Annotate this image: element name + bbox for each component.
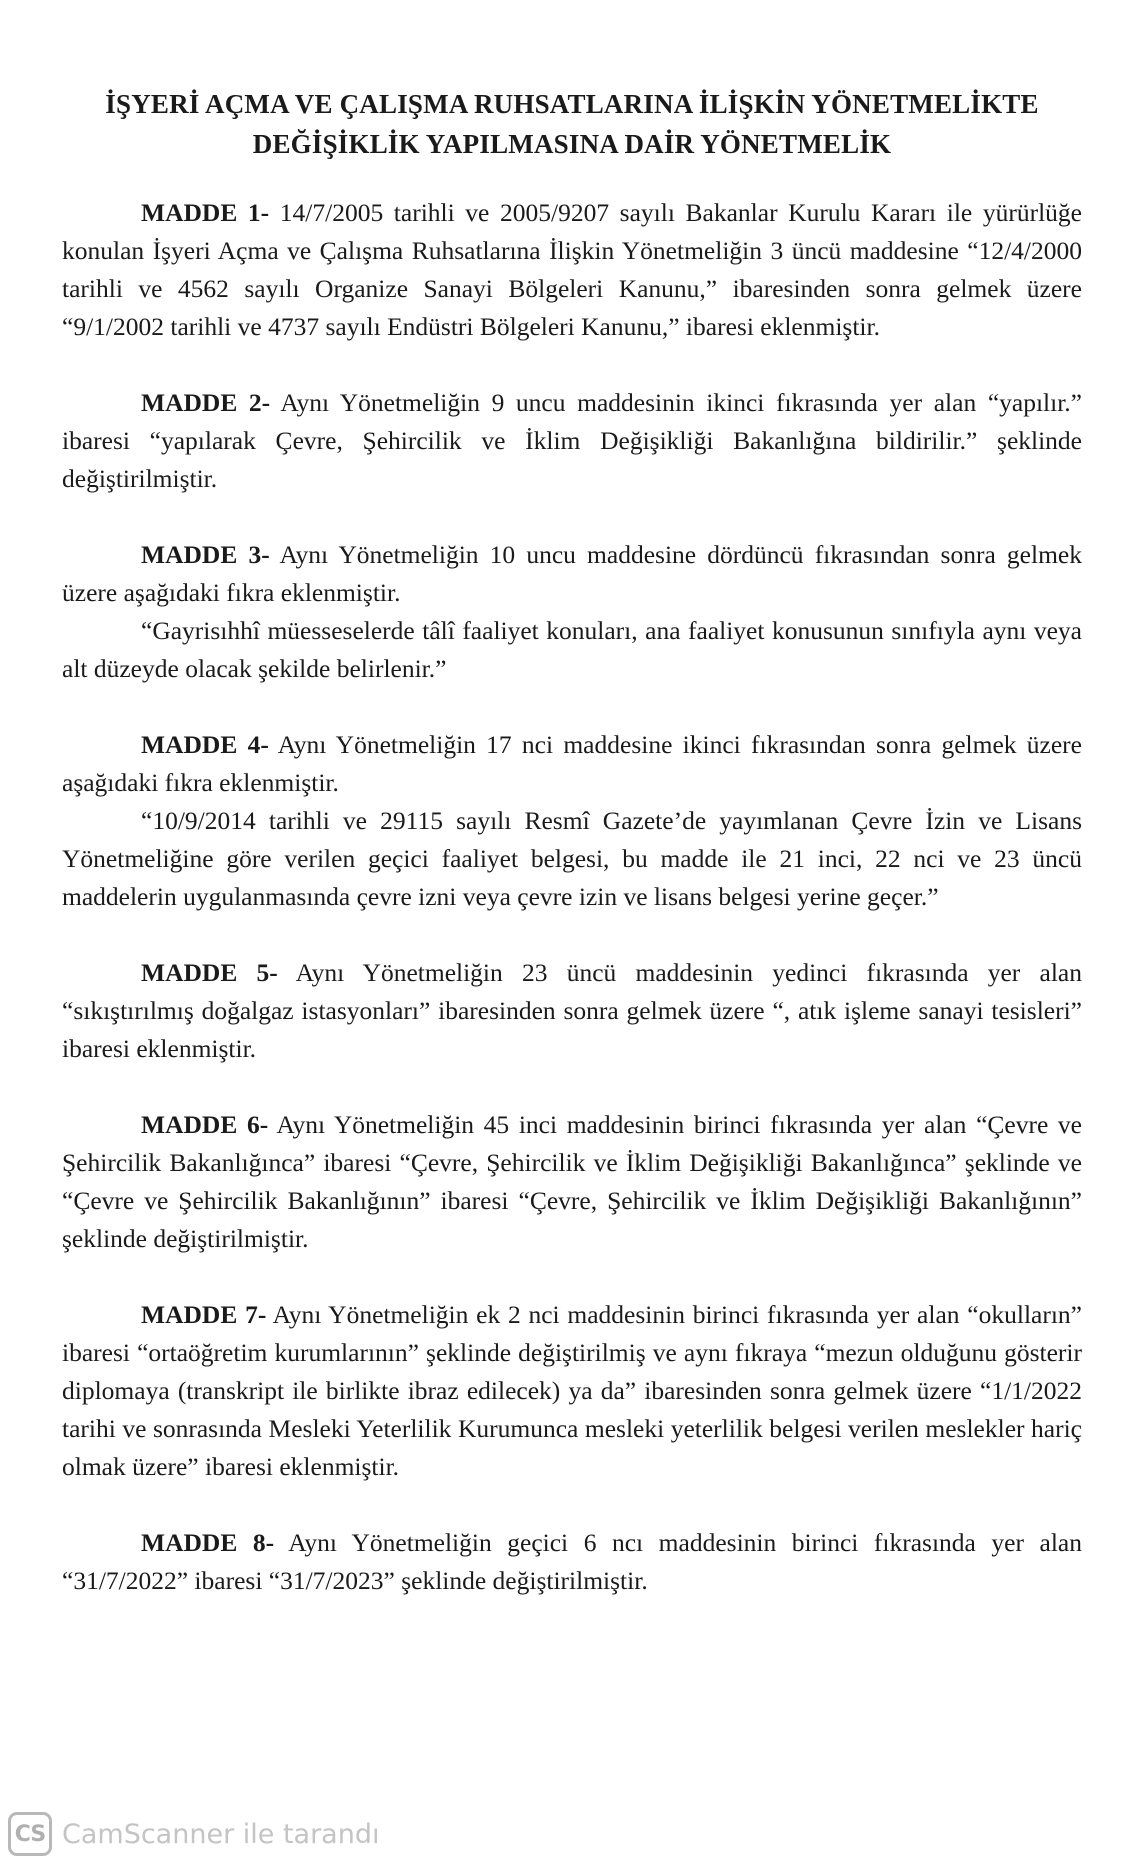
article-text: Aynı Yönetmeliğin 10 uncu maddesine dördüncü fıkrasından sonra gelmek üzere aşağıdaki fıkra eklenmiştir. (62, 540, 1082, 607)
article-text: 14/7/2005 tarihli ve 2005/9207 sayılı Bakanlar Kurulu Kararı ile yürürlüğe konulan İşyeri Açma ve Çalışma Ruhsatlarına İlişkin Yönetmeliğin 3 üncü maddesine “12/4/2000 tarihli ve 4562 sayılı Organize Sanayi Bölgeleri Kanunu,” ibaresinden sonra gelmek üzere “9/1/2002 tarihli ve 4737 sayılı Endüstri Bölgeleri Kanunu,” ibaresi eklenmiştir. (62, 198, 1082, 341)
article-5 (62, 954, 1082, 1068)
article-4 (62, 726, 1082, 916)
article-7 (62, 1296, 1082, 1486)
article-6 (62, 1106, 1082, 1258)
article-label: MADDE 3- (141, 540, 270, 569)
article-paragraph (62, 1106, 1082, 1258)
article-1 (62, 194, 1082, 346)
article-label: MADDE 8- (141, 1528, 275, 1557)
article-text: Aynı Yönetmeliğin 9 uncu maddesinin ikinci fıkrasında yer alan “yapılır.” ibaresi “yapılarak Çevre, Şehircilik ve İklim Değişikliği Bakanlığına bildirilir.” şeklinde değiştirilmiştir. (62, 388, 1082, 493)
article-paragraph (62, 194, 1082, 346)
document-page (62, 84, 1082, 1638)
article-text: Aynı Yönetmeliğin geçici 6 ncı maddesinin birinci fıkrasında yer alan “31/7/2022” ibaresi “31/7/2023” şeklinde değiştirilmiştir. (62, 1528, 1082, 1595)
article-8 (62, 1524, 1082, 1600)
article-label: MADDE 4- (141, 730, 269, 759)
article-label: MADDE 2- (141, 388, 271, 417)
article-text: Aynı Yönetmeliğin 45 inci maddesinin birinci fıkrasında yer alan “Çevre ve Şehircilik Bakanlığınca” ibaresi “Çevre, Şehircilik ve İklim Değişikliği Bakanlığınca” şeklinde ve “Çevre ve Şehircilik Bakanlığının” ibaresi “Çevre, Şehircilik ve İklim Değişikliği Bakanlığının” şeklinde değiştirilmiştir. (62, 1110, 1082, 1253)
article-label: MADDE 1- (141, 198, 270, 227)
article-label: MADDE 5- (141, 958, 278, 987)
article-paragraph (62, 384, 1082, 498)
title-line-2: DEĞİŞİKLİK YAPILMASINA DAİR YÖNETMELİK (252, 129, 892, 159)
article-3 (62, 536, 1082, 688)
article-label: MADDE 6- (141, 1110, 269, 1139)
title-line-1: İŞYERİ AÇMA VE ÇALIŞMA RUHSATLARINA İLİŞKİN YÖNETMELİKTE (105, 89, 1039, 119)
scanner-watermark (8, 1812, 379, 1856)
article-paragraph (62, 1524, 1082, 1600)
article-quoted-paragraph: “10/9/2014 tarihli ve 29115 sayılı Resmî Gazete’de yayımlanan Çevre İzin ve Lisans Yönetmeliğine göre verilen geçici faaliyet belgesi, bu madde ile 21 inci, 22 nci ve 23 üncü maddelerin uygulanmasında çevre izni veya çevre izin ve lisans belgesi yerine geçer.” (62, 806, 1082, 911)
article-paragraph (62, 536, 1082, 612)
article-quoted-paragraph: “Gayrisıhhî müesseselerde tâlî faaliyet konuları, ana faaliyet konusunun sınıfıyla aynı veya alt düzeyde olacak şekilde belirlenir.” (62, 616, 1082, 683)
article-text: Aynı Yönetmeliğin 23 üncü maddesinin yedinci fıkrasında yer alan “sıkıştırılmış doğalgaz istasyonları” ibaresinden sonra gelmek üzere “, atık işleme sanayi tesisleri” ibaresi eklenmiştir. (62, 958, 1082, 1063)
article-text: Aynı Yönetmeliğin ek 2 nci maddesinin birinci fıkrasında yer alan “okulların” ibaresi “ortaöğretim kurumlarının” şeklinde değiştirilmiş ve aynı fıkraya “mezun olduğunu gösterir diplomaya (transkript ile birlikte ibraz edilecek) ya da” ibaresinden sonra gelmek üzere “1/1/2022 tarihi ve sonrasında Mesleki Yeterlilik Kurumunca mesleki yeterlilik belgesi verilen meslekler hariç olmak üzere” ibaresi eklenmiştir. (62, 1300, 1082, 1481)
article-paragraph (62, 1296, 1082, 1486)
article-label: MADDE 7- (141, 1300, 267, 1329)
article-paragraph (62, 954, 1082, 1068)
article-2 (62, 384, 1082, 498)
document-title (62, 84, 1082, 164)
article-text: Aynı Yönetmeliğin 17 nci maddesine ikinci fıkrasından sonra gelmek üzere aşağıdaki fıkra eklenmiştir. (62, 730, 1082, 797)
article-paragraph (62, 726, 1082, 802)
camscanner-logo-icon: CS (8, 1812, 52, 1856)
watermark-text: CamScanner ile tarandı (62, 1818, 380, 1850)
